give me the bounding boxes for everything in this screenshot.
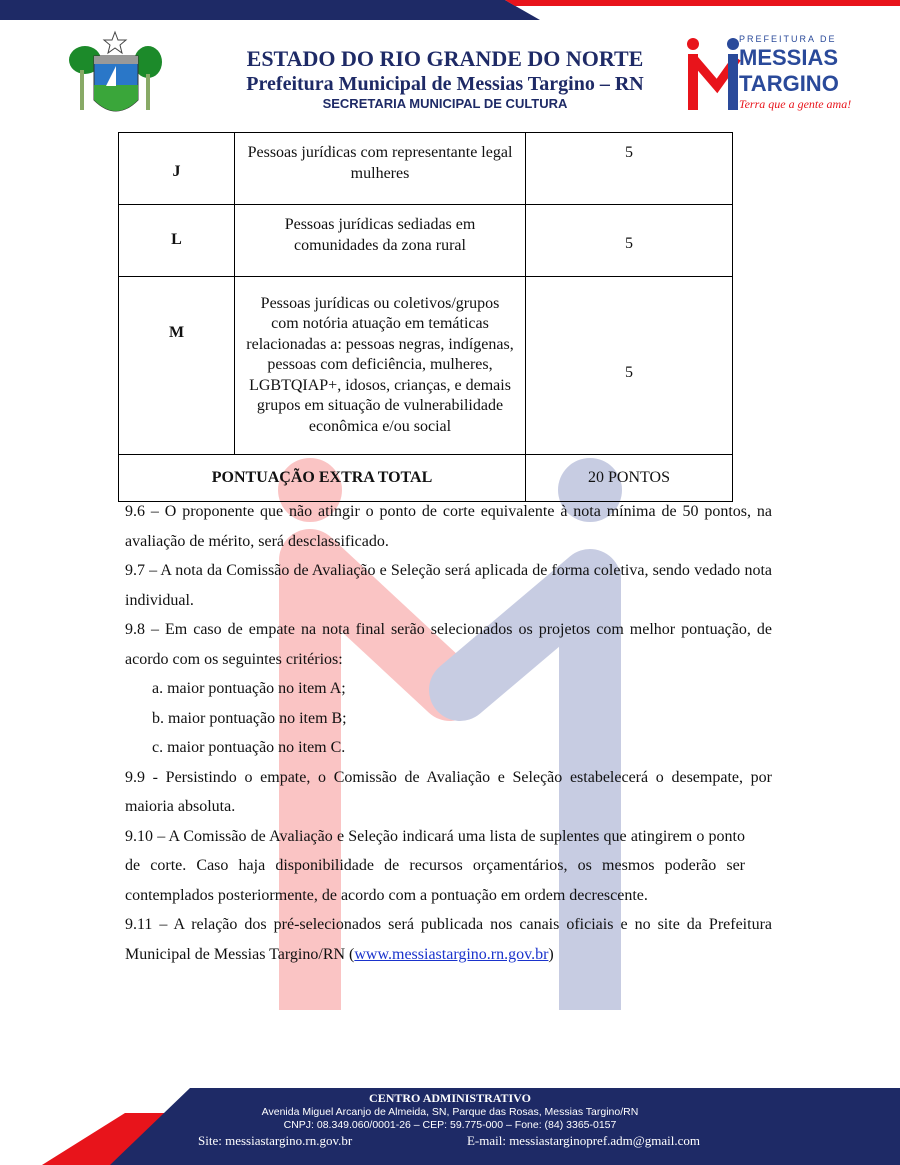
document-body <box>125 497 772 969</box>
paragraph-9-11-text: 9.11 – A relação dos pré-selecionados será publicada nos canais oficiais e no site da Prefeitura Municipal de Messias Targino/RN ( <box>125 916 772 963</box>
paragraph-9-6: 9.6 – O proponente que não atingir o ponto de corte equivalente à nota mínima de 50 pontos, na avaliação de mérito, será desclassificado. <box>125 503 772 550</box>
header-title-block <box>180 46 710 112</box>
messias-targino-logo <box>685 34 885 114</box>
header-band <box>0 0 900 20</box>
paragraph-9-7: 9.7 – A nota da Comissão de Avaliação e Seleção será aplicada de forma coletiva, sendo vedado nota individual. <box>125 562 772 609</box>
logo-name2: TARGINO <box>739 71 839 96</box>
footer-address: Avenida Miguel Arcanjo de Almeida, SN, Parque das Rosas, Messias Targino/RN <box>261 1106 639 1118</box>
item-cell: J <box>119 133 235 205</box>
points-cell: 5 <box>526 133 733 205</box>
footer-email: E-mail: messiastarginopref.adm@gmail.com <box>466 1133 700 1148</box>
table-total-row <box>119 455 733 502</box>
state-coat-of-arms-icon <box>60 30 170 122</box>
total-value: 20 PONTOS <box>526 455 733 502</box>
footer-ids: CNPJ: 08.349.060/0001-26 – CEP: 59.775-000 – Fone: (84) 3365-0157 <box>283 1119 617 1131</box>
paragraph-9-10: 9.10 – A Comissão de Avaliação e Seleção indicará uma lista de suplentes que atingirem o ponto de corte. Caso haja disponibilidade de recursos orçamentários, os mesmos poderão ser contemplados posteriormente, de acordo com a pontuação em ordem decrescente. <box>125 827 745 904</box>
criteria-item: a. maior pontuação no item A; <box>152 680 346 697</box>
table-row <box>119 205 733 277</box>
paragraph-9-11-end: ) <box>548 945 554 963</box>
description-cell: Pessoas jurídicas com representante legal mulheres <box>235 133 526 205</box>
points-cell: 5 <box>526 277 733 455</box>
points-cell: 5 <box>526 205 733 277</box>
item-cell: L <box>119 205 235 277</box>
extra-points-table <box>118 132 733 502</box>
state-title: ESTADO DO RIO GRANDE DO NORTE <box>246 46 644 71</box>
logo-top-text: PREFEITURA DE <box>739 34 837 44</box>
description-cell: Pessoas jurídicas ou coletivos/grupos com notória atuação em temáticas relacionadas a: pessoas negras, indígenas, pessoas com deficiência, mulheres, LGBTQIAP+, idosos, crianças, e demais grupos em situação de vulnerabilidade econômica e/ou social <box>235 277 526 455</box>
website-link[interactable]: www.messiastargino.rn.gov.br <box>354 945 549 963</box>
criteria-item: c. maior pontuação no item C. <box>152 739 346 756</box>
item-cell: M <box>119 277 235 455</box>
paragraph-9-11 <box>125 910 772 969</box>
prefecture-title: Prefeitura Municipal de Messias Targino – RN <box>246 73 644 95</box>
footer-site: Site: messiastargino.rn.gov.br <box>198 1133 353 1148</box>
description-cell: Pessoas jurídicas sediadas em comunidades da zona rural <box>235 205 526 277</box>
footer-title: CENTRO ADMINISTRATIVO <box>369 1091 531 1105</box>
table-row <box>119 277 733 455</box>
paragraph-9-9: 9.9 - Persistindo o empate, o Comissão de Avaliação e Seleção estabelecerá o desempate, por maioria absoluta. <box>125 768 772 815</box>
logo-name1: MESSIAS <box>739 45 839 70</box>
secretariat-title: SECRETARIA MUNICIPAL DE CULTURA <box>322 96 568 111</box>
total-label: PONTUAÇÃO EXTRA TOTAL <box>119 455 526 502</box>
footer-text-block <box>160 1091 740 1149</box>
paragraph-9-8: 9.8 – Em caso de empate na nota final serão selecionados os projetos com melhor pontuação, de acordo com os seguintes critérios: <box>125 621 772 668</box>
logo-words <box>739 34 851 112</box>
table-row <box>119 133 733 205</box>
logo-slogan: Terra que a gente ama! <box>739 97 852 111</box>
criteria-item: b. maior pontuação no item B; <box>152 709 347 727</box>
